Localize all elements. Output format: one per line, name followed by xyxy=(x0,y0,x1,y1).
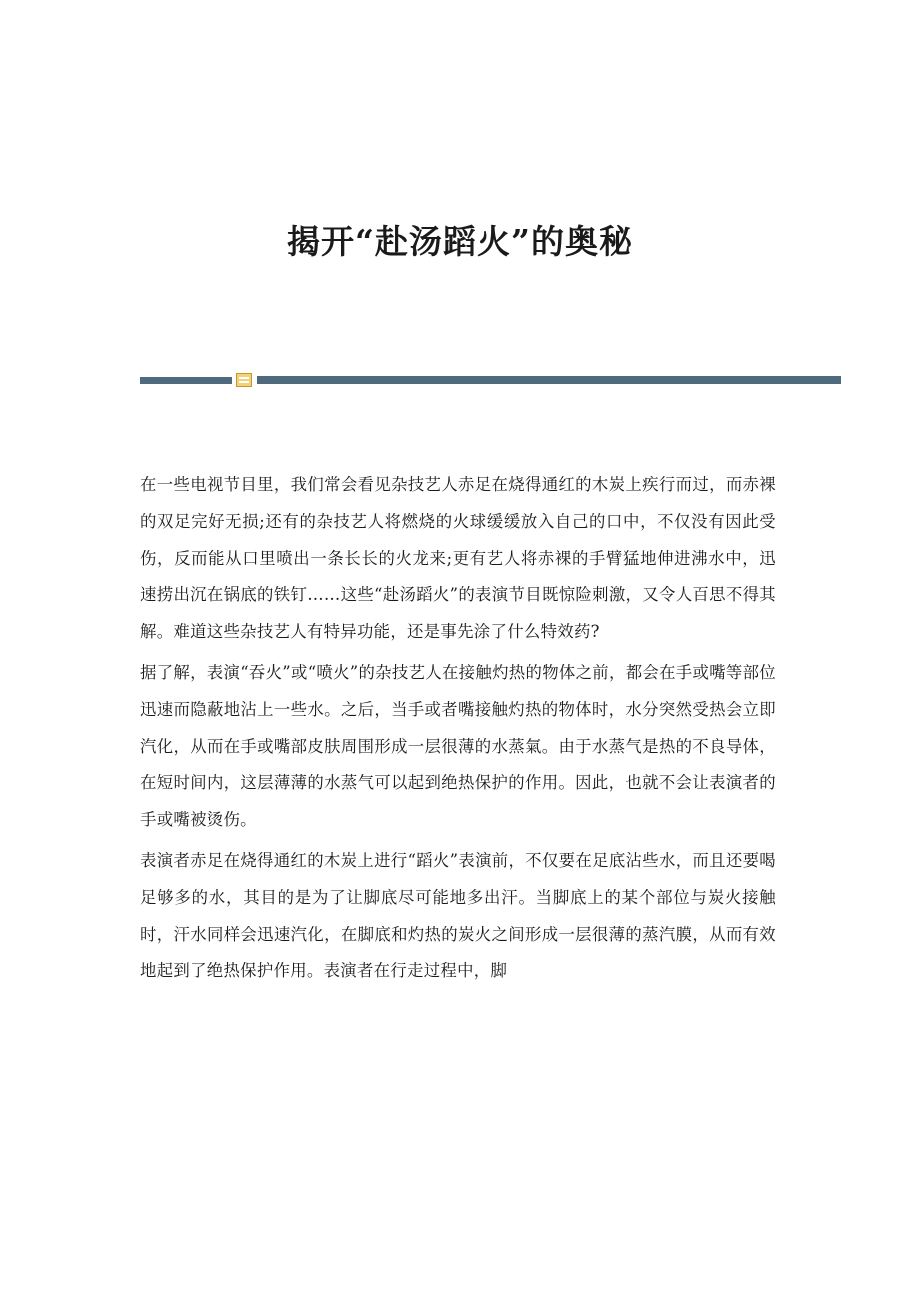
paragraph-2: 据了解，表演“吞火”或“喷火”的杂技艺人在接触灼热的物体之前，都会在手或嘴等部位迅速而隐蔽地沾上一些水。之后，当手或者嘴接触灼热的物体时，水分突然受热会立即汽化，从而在手或嘴部皮肤周围形成一层很薄的水蒸氣。由于水蒸气是热的不良导体，在短时间内，这层薄薄的水蒸气可以起到绝热保护的作用。因此，也就不会让表演者的手或嘴被烫伤。 xyxy=(140,662,776,830)
divider-bar-left xyxy=(140,377,232,384)
divider-ornament-icon xyxy=(236,373,252,387)
paragraph-3: 表演者赤足在烧得通红的木炭上进行“蹈火”表演前，不仅要在足底沾些水，而且还要喝足够多的水，其目的是为了让脚底尽可能地多出汗。当脚底上的某个部位与炭火接触时，汗水同样会迅速汽化，在脚底和灼热的炭火之间形成一层很薄的蒸汽膜，从而有效地起到了绝热保护作用。表演者在行走过程中，脚 xyxy=(140,850,776,981)
page-title: 揭开“赴汤蹈火”的奥秘 xyxy=(287,222,633,261)
article-body xyxy=(140,467,776,994)
title-divider xyxy=(140,373,841,387)
divider-bar-right xyxy=(257,376,841,384)
paragraph-1: 在一些电视节目里，我们常会看见杂技艺人赤足在烧得通红的木炭上疾行而过，而赤裸的双足完好无损;还有的杂技艺人将燃烧的火球缓缓放入自己的口中，不仅没有因此受伤，反而能从口里喷出一条长长的火龙来;更有艺人将赤裸的手臂猛地伸进沸水中，迅速捞出沉在锅底的铁钉……这些“赴汤蹈火”的表演节目既惊险刺激，又令人百思不得其解。难道这些杂技艺人有特异功能，还是事先涂了什么特效药? xyxy=(140,475,776,642)
